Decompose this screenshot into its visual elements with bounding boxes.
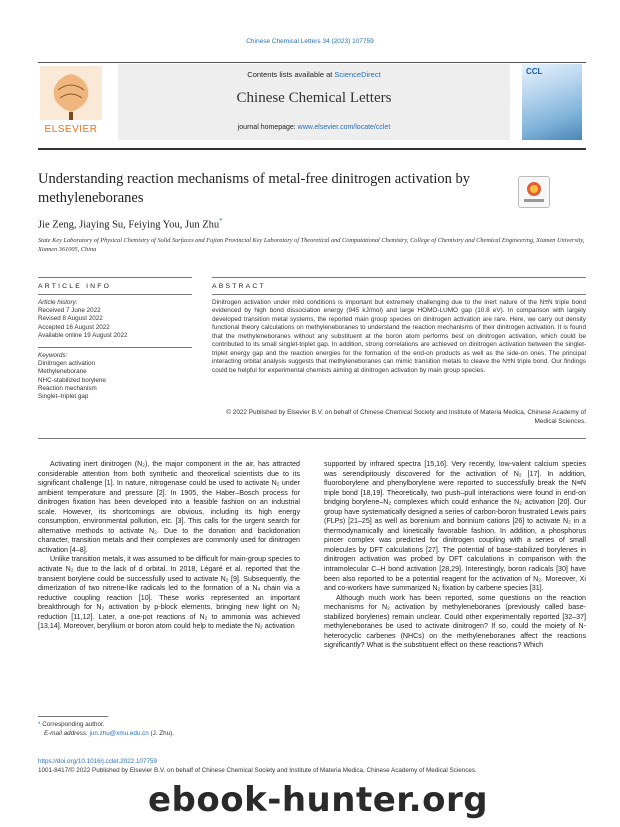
- author-list: [38, 217, 223, 231]
- keyword: Methyleneborane: [38, 368, 87, 376]
- email-label: E-mail address:: [44, 730, 90, 737]
- authors-text: Jie Zeng, Jiaying Su, Feiying You, Jun Zhu: [38, 219, 220, 231]
- history-item: Accepted 16 August 2022: [38, 323, 110, 331]
- check-updates-icon: [519, 177, 549, 207]
- footnote-mark: *: [38, 721, 41, 728]
- homepage-prefix: journal homepage:: [237, 124, 298, 131]
- footnote-rule: [38, 716, 108, 717]
- publisher-logo-text: ELSEVIER: [44, 124, 98, 135]
- keywords: [38, 352, 188, 401]
- history-item: Available online 19 August 2022: [38, 331, 128, 339]
- article-info-heading: ARTICLE INFO: [38, 283, 112, 290]
- footnote-corresponding: Corresponding author.: [42, 721, 105, 728]
- body-paragraph: Activating inert dinitrogen (N₂), the major component in the air, has attracted considerable attention from both synthetic and theoretical scientists due to its significant challenge [1]. In nature, nitrogenase could be used to activate N₂ under ambient temperature and pressure [2]. In 1905, the Haber–Bosch process for dinitrogen fixation has been developed into a feasible fashion on an industrial scale. However, its shortcomings are obvious, including its high energy consumption, environmental pollution, etc. [3]. This calls for the urgent search for alternative methods to activate N₂. Due to the donation and backdonation character, transition metals and their complexes are commonly used for dinitrogen activation [4–8].: [38, 460, 300, 554]
- info-top-rule: [38, 277, 192, 278]
- email-link[interactable]: jun.zhu@xmu.edu.cn: [89, 730, 149, 737]
- cover-title: CCL: [526, 67, 543, 76]
- keyword: NHC-stabilized borylene: [38, 376, 106, 384]
- body-paragraph: Although much work has been reported, some questions on the reaction mechanisms for N₂ activation by methyleneboranes (previously called base-stabilized borylenes) remain unclear. Could other experimentally reported [32–37] methyleneboranes be used to activate dinitrogen? If so, could the moiety of N-heterocyclic carbenes (NHCs) on the methyleneboranes affect the reactions significantly? What is the substituent effect on these reactions? Which: [324, 593, 586, 650]
- body-paragraph: Unlike transition metals, it was assumed to be difficult for main-group species to activate N₂ due to the lack of d orbital. In 2018, Légaré et al. reported that the transient borylene could be successfully used to activate N₂ [9]. Subsequently, the dimerization of two nitrene-like radicals led to the formation of a N₄ chain via a reductive coupling reaction [10]. These works represented an important breakthrough for N₂ activation by p-block elements, bringing new light on N₂ reduction [11,12]. Later, a one-pot reactions of N₂ to ammonia was achieved [13,14]. Moreover, beryllium or boron atom could help to mediate the N₂ activation: [38, 555, 300, 631]
- body-paragraph: supported by infrared spectra [15,16]. Very recently, low-valent calcium species was serendipitously discovered for the activation of N₂ [17]. In addition, fluoroborylene and phenylborylene were reported to successfully break the N≡N triple bond [18,19]. Theoretically, two push–pull interactions were found in end-on bridging borylene–N₂ complexes which could enhance the N₂ activation [20]. Our group have systematically designed a series of carbon-boron frustrated Lewis pairs (FLPs) [21–25] as well as borenium and borinium cations [26] to activate N₂ in a thermodynamically and kinetically favorable fashion. In addition, a phosphorus pincer complex was predicted for dinitrogen coupling with a series of small molecules by DFT calculations [27]. The potential of base-stabilized borylenes in dinitrogen activation was probed by DFT calculations in comparison with the intramolecular C–H bond activation [28,29]. Interestingly, boron radicals [30] have been also reported to be a potential reagent for the activation of N₂. Moreover, Xi and co-workers have summarized N₂ fixation by carbene species [31].: [324, 460, 586, 593]
- header-divider: [38, 148, 586, 150]
- issn-line: 1001-8417/© 2022 Published by Elsevier B.V. on behalf of Chinese Chemical Society and Institute of Materia Medica, Chinese Academy of Medical Sciences.: [38, 767, 477, 774]
- abstract-bottom-rule: [38, 438, 586, 439]
- history-label: Article history:: [38, 299, 78, 306]
- corresponding-author-mark[interactable]: *: [219, 217, 223, 225]
- info-mid-rule: [38, 294, 192, 295]
- abstract-mid-rule: [212, 294, 586, 295]
- keywords-label: Keywords:: [38, 352, 68, 359]
- sciencedirect-link[interactable]: ScienceDirect: [334, 70, 381, 79]
- watermark-text: ebook-hunter.org: [148, 780, 489, 820]
- keyword: Singlet–triplet gap: [38, 393, 89, 401]
- body-right-column: [324, 460, 586, 651]
- keyword: Reaction mechanism: [38, 384, 97, 392]
- info-divider: [38, 347, 192, 348]
- journal-name: Chinese Chemical Letters: [236, 90, 392, 106]
- corresponding-footnote: [38, 720, 298, 738]
- abstract-text: Dinitrogen activation under mild conditions is important but extremely challenging due to the inert nature of the N≡N triple bond evidenced by high bond dissociation energy (945 kJ/mol) and large HOMO-LUMO gap (10.8 eV). In comparison with largely developed transition metal systems, the reported main group species on dinitrogen activation are rare. Here, we carry out density functional theory calculations on methyleneboranes to understand the reaction mechanisms of their dinitrogen activation. It is found that the methyleneboranes without any substituent at the boron atom performs best on dinitrogen activation, which could be contributed to its small singlet-triplet gap. In addition, strong correlations are achieved on dinitrogen activation between the singlet-triplet energy gap and the reaction energies for the formation of the end-on products as well as the side-on ones. The principal interacting orbital analysis suggests that methyleneboranes can mimic transition metals to cleave the N≡N triple bond. Our findings could be helpful for experimental chemists aiming at dinitrogen activation by main group species.: [212, 299, 586, 374]
- contents-prefix: Contents lists available at: [247, 70, 335, 79]
- homepage-link[interactable]: www.elsevier.com/locate/cclet: [297, 124, 391, 131]
- keyword: Dinitrogen activation: [38, 360, 96, 368]
- email-suffix: (J. Zhu).: [148, 730, 174, 737]
- check-for-updates-badge[interactable]: [518, 176, 550, 208]
- affiliation: State Key Laboratory of Physical Chemistry of Solid Surfaces and Fujian Provincial Key Laboratory of Theoretical and Computational Chemistry, College of Chemistry and Chemical Engineering, Xiamen University, Xiamen 361005, China: [38, 237, 585, 253]
- history-item: Revised 8 August 2022: [38, 315, 103, 323]
- history-item: Received 7 June 2022: [38, 307, 101, 315]
- abstract-top-rule: [212, 277, 586, 278]
- journal-reference[interactable]: Chinese Chemical Letters 34 (2023) 107759: [246, 38, 374, 45]
- contents-available: [118, 70, 510, 79]
- journal-homepage: [118, 124, 510, 131]
- body-left-column: [38, 460, 300, 632]
- doi-link[interactable]: https://doi.org/10.1016/j.cclet.2022.107759: [38, 758, 158, 765]
- article-title: Understanding reaction mechanisms of metal-free dinitrogen activation by methyleneboranes: [38, 171, 471, 206]
- abstract-heading: ABSTRACT: [212, 283, 266, 290]
- article-history: [38, 299, 188, 340]
- abstract-copyright: © 2022 Published by Elsevier B.V. on behalf of Chinese Chemical Society and Institute of Materia Medica, Chinese Academy of Medical Sciences.: [226, 409, 586, 425]
